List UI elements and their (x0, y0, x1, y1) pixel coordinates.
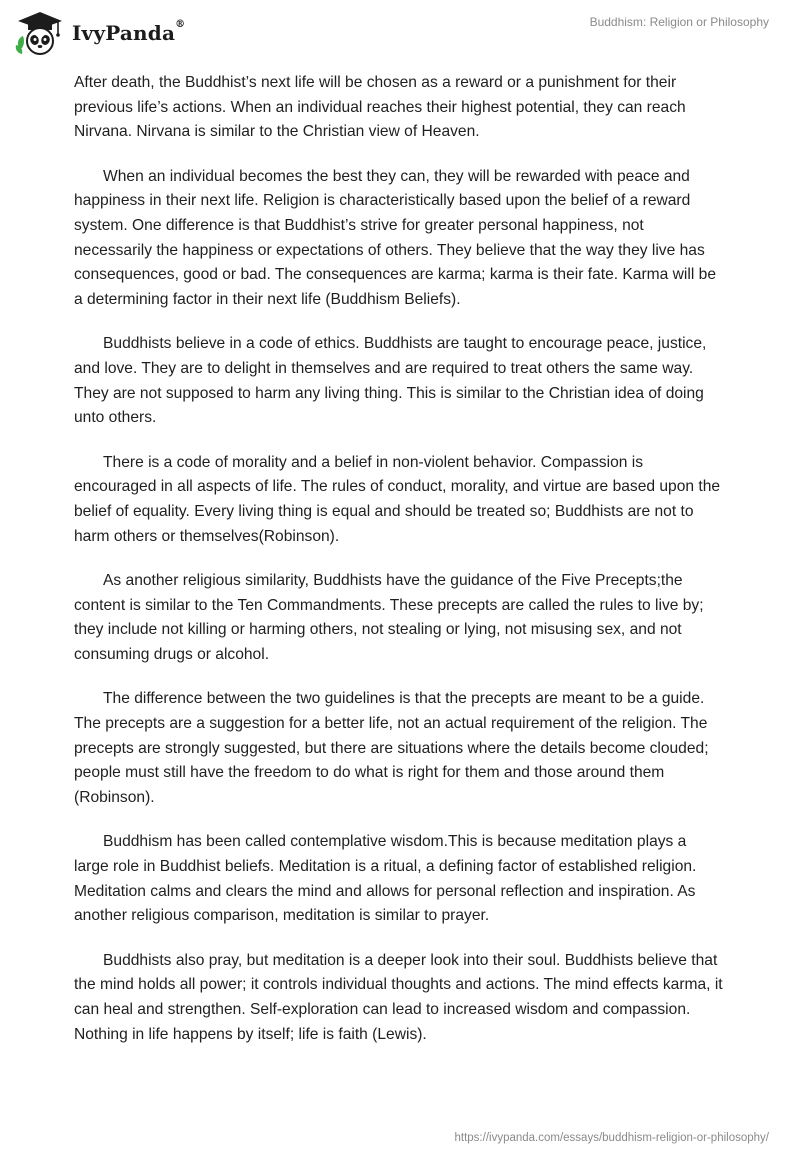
paragraph: As another religious similarity, Buddhists have the guidance of the Five Precepts;the content is similar to the Ten Commandments. These precepts are called the rules to live by; they include not killing or harming others, not stealing or lying, not misusing sex, and not consuming drugs or alcohol. (74, 572, 704, 663)
essay-body (74, 71, 724, 1067)
document-title: Buddhism: Religion or Philosophy (589, 15, 769, 29)
logo-wordmark: IvyPanda® (72, 19, 186, 45)
paragraph: Buddhism has been called contemplative wisdom.This is because meditation plays a large role in Buddhist beliefs. Meditation is a ritual, a defining factor of established religion. Meditation calms and clears the mind and allows for personal reflection and inspiration. As another religious comparison, meditation is similar to prayer. (74, 833, 697, 925)
paragraph: Buddhists believe in a code of ethics. Buddhists are taught to encourage peace, justice, and love. They are to delight in themselves and are required to treat others the same way. They are not supposed to harm any living thing. This is similar to the Christian idea of doing unto others. (74, 335, 707, 427)
registered-mark: ® (175, 19, 186, 30)
paragraph: After death, the Buddhist’s next life will be chosen as a reward or a punishment for their previous life’s actions. When an individual reaches their highest potential, they can reach Nirvana. Nirvana is similar to the Christian view of Heaven. (74, 74, 686, 141)
paragraph: Buddhists also pray, but meditation is a deeper look into their soul. Buddhists believe that the mind holds all power; it controls individual thoughts and actions. The mind effects karma, it can heal and strengthen. Self-exploration can lead to increased wisdom and compassion. Nothing in life happens by itself; life is faith (Lewis). (74, 951, 723, 1043)
ivypanda-logo[interactable] (14, 10, 185, 56)
paragraph: There is a code of morality and a belief in non-violent behavior. Compassion is encouraged in all aspects of life. The rules of conduct, morality, and virtue are based upon the belief of equality. Every living thing is equal and should be treated so; Buddhists are not to harm others or themselves(Robinson). (74, 453, 721, 545)
page-header (0, 0, 800, 64)
source-url-link[interactable]: https://ivypanda.com/essays/buddhism-religion-or-philosophy/ (454, 1132, 769, 1144)
paragraph: When an individual becomes the best they can, they will be rewarded with peace and happiness in their next life. Religion is characteristically based upon the belief of a reward system. One difference is that Buddhist’s strive for greater personal happiness, not necessarily the happiness or expectations of others. They believe that the way they live has consequences, good or bad. The consequences are karma; karma is their fate. Karma will be a determining factor in their next life (Buddhism Beliefs). (74, 167, 717, 308)
paragraph: The difference between the two guidelines is that the precepts are meant to be a guide. The precepts are a suggestion for a better life, not an actual requirement of the religion. The precepts are strongly suggested, but there are situations where the details become clouded; people must still have the freedom to do what is right for them and those around them (Robinson). (74, 690, 709, 806)
panda-graduate-logo-icon (14, 10, 66, 56)
